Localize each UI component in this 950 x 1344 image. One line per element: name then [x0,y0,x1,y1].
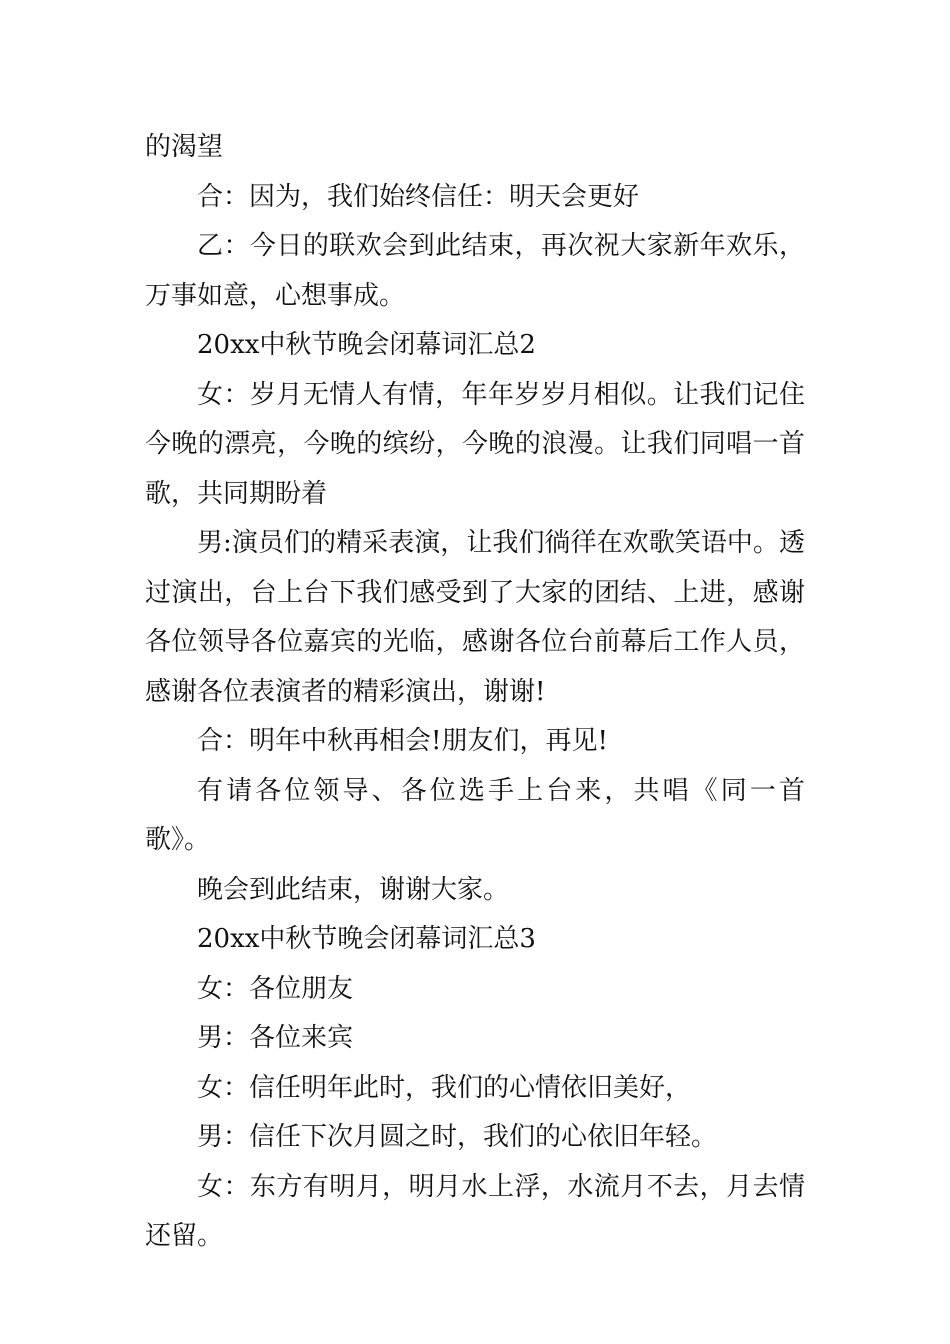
paragraph-female-host: 女：岁月无情人有情，年年岁岁月相似。让我们记住今晚的漂亮，今晚的缤纷，今晚的浪漫。让我们同唱一首歌，共同期盼着 [145,379,805,509]
paragraph-female-moon: 女：东方有明月，明月水上浮，水流月不去，月去情还留。 [145,1171,805,1251]
paragraph-chorus-farewell: 合：明年中秋再相会!朋友们，再见! [197,726,608,756]
section-heading-3: 20xx中秋节晚会闭幕词汇总3 [197,924,536,954]
paragraph-female-trust: 女：信任明年此时，我们的心情依旧美好， [197,1072,692,1103]
paragraph-female-friends: 女：各位朋友 [197,973,354,1004]
paragraph-chorus-line: 合：因为，我们始终信任：明天会更好 [197,181,640,212]
paragraph-male-guests: 男：各位来宾 [197,1023,354,1053]
paragraph-male-host: 男:演员们的精采表演，让我们徜徉在欢歌笑语中。透过演出，台上台下我们感受到了大家的团结、上进，感谢各位领导各位嘉宾的光临，感谢各位台前幕后工作人员，感谢各位表演者的精彩演出，谢谢! [145,528,805,707]
paragraph-end-notice: 晚会到此结束，谢谢大家。 [197,874,510,905]
paragraph-invitation: 有请各位领导、各位选手上台来，共唱《同一首歌》。 [145,775,805,855]
section-heading-2: 20xx中秋节晚会闭幕词汇总2 [197,330,536,360]
paragraph-continuation: 的渴望 [145,132,224,162]
paragraph-closing-greeting: 乙：今日的联欢会到此结束，再次祝大家新年欢乐，万事如意，心想事成。 [145,231,805,311]
paragraph-male-trust: 男：信任下次月圆之时，我们的心依旧年轻。 [197,1122,718,1152]
document-body [145,123,805,1262]
